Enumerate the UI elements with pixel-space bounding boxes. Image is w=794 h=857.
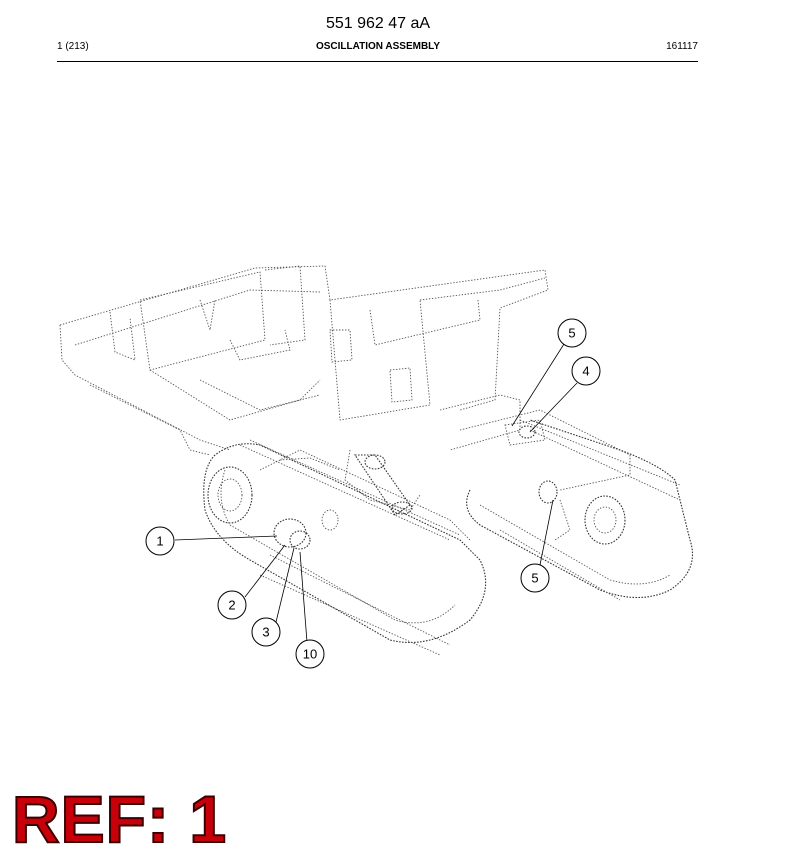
callout-label: 4 bbox=[582, 363, 590, 379]
callout-label: 3 bbox=[262, 624, 270, 640]
oscillation-cylinder bbox=[355, 420, 545, 515]
right-track bbox=[467, 420, 693, 600]
callout-label: 1 bbox=[156, 533, 164, 549]
callout-3 bbox=[252, 618, 280, 646]
callout-2 bbox=[218, 591, 246, 619]
callout-label: 5 bbox=[568, 325, 576, 341]
callout-5-bottom bbox=[521, 564, 549, 592]
callout-label: 2 bbox=[228, 597, 236, 613]
date-code: 161117 bbox=[666, 41, 698, 52]
callout-label: 10 bbox=[302, 646, 318, 662]
document-number: 551 962 47 aA bbox=[325, 15, 431, 32]
callout-5-top bbox=[558, 319, 586, 347]
chassis-frame bbox=[60, 266, 630, 510]
callout-1 bbox=[146, 527, 174, 555]
callout-label: 5 bbox=[531, 570, 539, 586]
callout-10 bbox=[296, 640, 324, 668]
left-track bbox=[204, 440, 486, 655]
page-info: 1 (213) bbox=[57, 41, 89, 52]
callout-4 bbox=[572, 357, 600, 385]
page-title: OSCILLATION ASSEMBLY bbox=[315, 41, 441, 52]
ref-label: REF: 1 bbox=[12, 782, 228, 856]
